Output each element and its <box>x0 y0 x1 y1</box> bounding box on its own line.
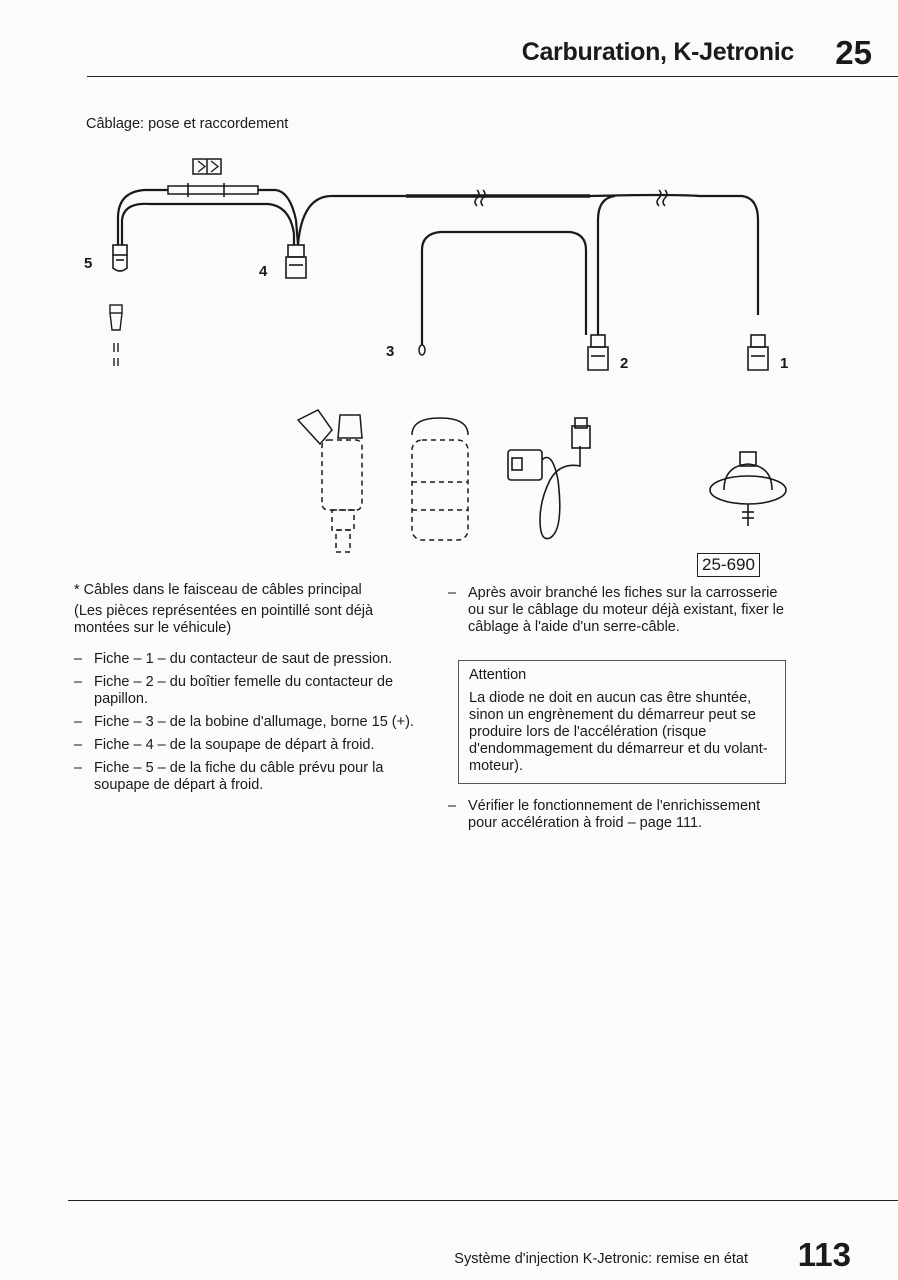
page-number: 113 <box>797 1236 851 1273</box>
footer-text: Système d'injection K-Jetronic: remise en état <box>454 1251 748 1267</box>
connector-5-icon <box>113 245 127 271</box>
section-title: Câblage: pose et raccordement <box>86 116 289 132</box>
attention-text: La diode ne doit en aucun cas être shuntée, sinon un engrènement du démarreur peut se produire lors de l'accélération (risque d'endommagement du démarreur et du volant-moteur). <box>469 690 768 774</box>
list-item <box>74 674 424 708</box>
diagram-label-5: 5 <box>84 255 93 272</box>
diode-icon <box>193 159 221 174</box>
figure-reference: 25-690 <box>697 553 760 577</box>
list-item <box>74 714 424 731</box>
list-dash: – <box>74 760 83 776</box>
list-dash: – <box>448 798 457 814</box>
loose-plug-icon <box>110 305 122 366</box>
diagram-label-1: 1 <box>780 355 789 372</box>
list-item <box>448 798 793 832</box>
wiring-diagram <box>70 150 810 590</box>
pressure-switch-icon <box>710 452 786 526</box>
list-dash: – <box>74 714 83 730</box>
throttle-switch-icon <box>508 418 590 539</box>
list-dash: – <box>74 651 83 667</box>
list-item-text: Fiche – 1 – du contacteur de saut de pression. <box>94 651 393 667</box>
list-dash: – <box>74 737 83 753</box>
list-item-text: Après avoir branché les fiches sur la carrosserie ou sur le câblage du moteur déjà existant, fixer le câblage à l'aide d'un serre-câble. <box>468 585 784 635</box>
note-main-harness: * Câbles dans le faisceau de câbles principal <box>74 582 362 598</box>
connector-2-icon <box>588 335 608 370</box>
attention-title: Attention <box>469 667 527 683</box>
left-column <box>74 582 424 800</box>
cold-start-valve-icon <box>298 410 362 552</box>
list-item-text: Fiche – 4 – de la soupape de départ à froid. <box>94 737 375 753</box>
list-item <box>74 651 424 668</box>
list-item-text: Fiche – 5 – de la fiche du câble prévu pour la soupape de départ à froid. <box>94 760 384 793</box>
ignition-coil-icon <box>412 418 468 540</box>
diagram-label-2: 2 <box>620 355 629 372</box>
header-rule <box>87 76 898 77</box>
list-dash: – <box>74 674 83 690</box>
list-item-text: Fiche – 3 – de la bobine d'allumage, borne 15 (+). <box>94 714 414 730</box>
list-dash: – <box>448 585 457 601</box>
list-item <box>74 760 424 794</box>
connector-4-icon <box>286 245 306 278</box>
header-title: Carburation, K-Jetronic <box>521 38 794 66</box>
attention-box <box>458 660 786 784</box>
note-dotted-parts: (Les pièces représentées en pointillé sont déjà montées sur le véhicule) <box>74 603 374 636</box>
connector-1-icon <box>748 335 768 370</box>
list-item-text: Vérifier le fonctionnement de l'enrichissement pour accélération à froid – page 111. <box>468 798 761 831</box>
right-column <box>448 585 793 838</box>
diagram-label-3: 3 <box>386 343 395 360</box>
footer-rule <box>68 1200 898 1201</box>
list-item-text: Fiche – 2 – du boîtier femelle du contacteur de papillon. <box>94 674 394 707</box>
chapter-number: 25 <box>835 34 872 71</box>
list-item <box>448 585 793 636</box>
list-item <box>74 737 424 754</box>
diagram-label-4: 4 <box>259 263 268 280</box>
